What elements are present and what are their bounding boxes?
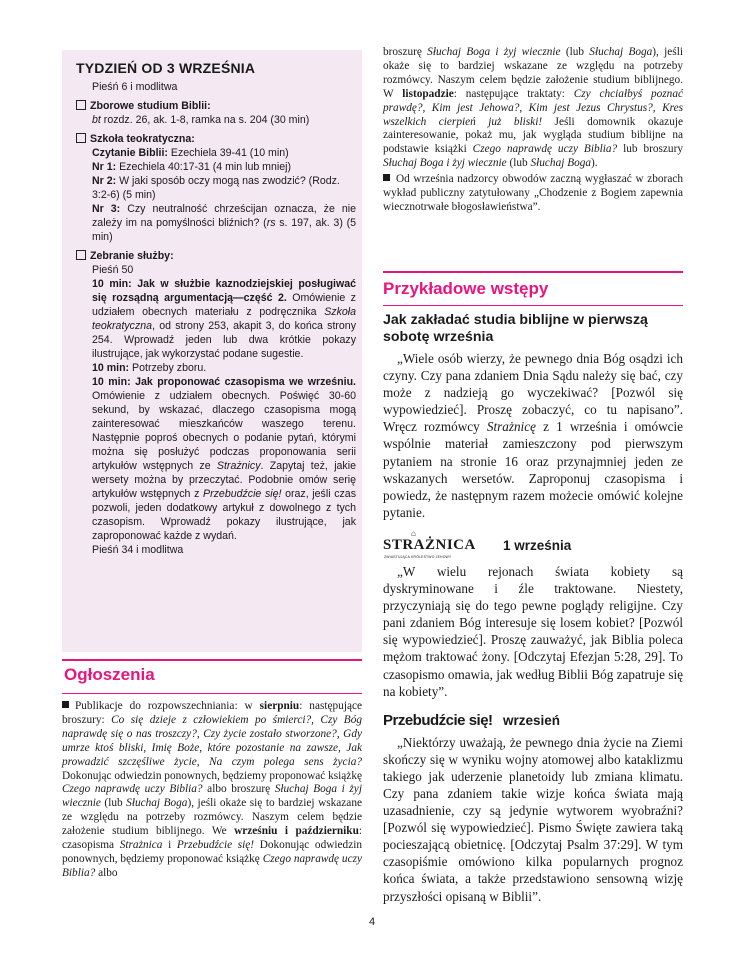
- service-part-3: 10 min: Jak proponować czasopisma we wrześniu. Omówienie z udziałem obecnych. Poświęć 30-60 sekund, by wskazać, dlaczego czasopisma mogą zainteresować mieszkańców waszego terenu. Następnie poproś obecnych o podanie pytań, którymi można się posłużyć podczas proponowania serii artykułów wstępnych ze Strażnicy. Zapytaj też, jakie wersety można by przeczytać. Podobnie omów serię artykułów wstępnych z Przebudźcie się! oraz, jeśli czas pozwoli, jeden dodatkowy artykuł z dowolnego z tych czasopism. Wprowadź pokazy ilustrujące, jak zaproponować każde z wydań.: [92, 376, 356, 542]
- watchtower-logo: STRAŻNICA: [383, 536, 476, 553]
- cong-study-text: bt rozdz. 26, ak. 1-8, ramka na s. 204 (30 min): [92, 114, 310, 126]
- checkbox-icon: [76, 250, 86, 260]
- checkbox-icon: [76, 100, 86, 110]
- watchtower-issue: 1 września: [503, 537, 572, 553]
- watchtower-tagline: ZWIASTUJĄCA KRÓLESTWO JEHOWY: [384, 554, 452, 559]
- presentations-section: [383, 271, 683, 905]
- checkbox-icon: [76, 133, 86, 143]
- divider: [62, 693, 362, 694]
- talk-2: Nr 2: W jaki sposób oczy mogą nas zwodzić? (Rodz. 3:2-6) (5 min): [92, 175, 340, 201]
- divider: [62, 659, 362, 661]
- talk-3: Nr 3: Czy neutralność chrześcijan oznacza, że nie zależy im na pomyślności bliźnich? (rs s. 197, ak. 3) (5 min): [92, 203, 356, 243]
- schedule-box: [62, 50, 362, 652]
- service-song: Pieśń 50: [92, 264, 134, 276]
- awake-issue: wrzesień: [503, 712, 561, 728]
- study-presentation: „Wiele osób wierzy, że pewnego dnia Bóg osądzi ich czyny. Czy pana zdaniem Dnia Sądu należy się bać, czy może z nadzieją go wyczekiwać? [Pozwól się wypowiedzieć]. Proszę zobaczyć, co tu napisano”. Wręcz rozmówcy Strażnicę z 1 września i omówcie wspólnie materiał zamieszczony pod pierwszym pytaniem na stronie 16 oraz przynajmniej jeden ze wskazanych wersetów. Zaproponuj czasopisma i powiedz, że następnym razem możecie omówić kolejne pytanie.: [383, 351, 683, 520]
- cong-study-heading: Zborowe studium Biblii:: [76, 99, 356, 113]
- announcements-section: [62, 659, 362, 881]
- presentations-heading: Przykładowe wstępy: [383, 279, 549, 298]
- bullet-icon: [62, 701, 69, 708]
- divider: [383, 271, 683, 273]
- opening-song: Pieśń 6 i modlitwa: [92, 81, 178, 93]
- week-title: TYDZIEŃ OD 3 WRZEŚNIA: [76, 60, 256, 76]
- tower-icon: ⌂: [411, 528, 416, 538]
- awake-offer-heading: [383, 712, 683, 734]
- awake-presentation: „Niektórzy uważają, że pewnego dnia życie na Ziemi skończy się w wyniku wojny atomowej albo kataklizmu takiego jak uderzenie planetoidy lub zmiana klimatu. Czy pana zdaniem takie wizje końca świata mają uzasadnienie, czy są jedynie wytworem wyobraźni? [Pozwól się wypowiedzieć]. Pismo Święte zawiera taką pocieszającą obietnicę. [Odczytaj Psalm 37:29]. W tym czasopiśmie omówiono kilka popularnych prognoz końca świata, a także przedstawiono sensowną wizję przyszłości opisaną w Biblii”.: [383, 734, 683, 904]
- bible-reading: Czytanie Biblii: Ezechiela 39-41 (10 min): [92, 147, 289, 159]
- study-heading: Jak zakładać studia biblijne w pierwszą sobotę września: [383, 312, 648, 345]
- divider: [383, 305, 683, 306]
- service-part-1: 10 min: Jak w służbie kaznodziejskiej posługiwać się rozsądną argumentacją—część 2. Omówienie z udziałem obecnych materiału z podręcznika Szkoła teokratyczna, od strony 253, akapit 3, do końca strony 254. Wprowadź jeden lub dwa krótkie pokazy ilustrujące, jak wykorzystać podane sugestie.: [92, 278, 357, 360]
- school-heading: Szkoła teokratyczna:: [76, 132, 356, 146]
- awake-logo: Przebudźcie się!: [383, 711, 493, 729]
- announcements-heading: Ogłoszenia: [64, 665, 155, 684]
- closing-song: Pieśń 34 i modlitwa: [92, 544, 184, 556]
- page-number: 4: [369, 916, 376, 928]
- watchtower-offer-heading: [383, 528, 683, 563]
- announcement-2: Od września nadzorcy obwodów zaczną wygłaszać w zborach wykład publiczny zatytułowany „Chodzenie z Bogiem zapewnia wiecznotrwałe błogosławieństwa”.: [383, 173, 683, 213]
- announcement-1: Publikacje do rozpowszechniania: w sierpniu: następujące broszury: Co się dzieje z człowiekiem po śmierci?, Czy Bóg naprawdę się o nas troszczy?, Czy życie zostało stworzone?, Gdy umrze ktoś bliski, Imię Boże, które pozostanie na zawsze, Jak prowadzić szczęśliwe życie, Na czym polega sens życia? Dokonując odwiedzin ponownych, będziemy proponować książkę Czego naprawdę uczy Biblia? albo broszurę Słuchaj Boga i żyj wiecznie (lub Słuchaj Boga), jeśli okaże się to bardziej wskazane ze względu na potrzeby rozmówcy. Naszym celem będzie założenie studium biblijnego. We wrześniu i październiku: czasopisma Strażnica i Przebudźcie się! Dokonując odwiedzin ponownych, będziemy proponować książkę Czego naprawdę uczy Biblia? albo: [62, 700, 362, 879]
- talk-1: Nr 1: Ezechiela 40:17-31 (4 min lub mniej): [92, 161, 292, 173]
- service-heading: Zebranie służby:: [76, 249, 356, 263]
- watchtower-presentation: „W wielu rejonach świata kobiety są dyskryminowane i źle traktowane. Niestety, przyczyniają się do tego pewne poglądy religijne. Czy pani zdaniem Bóg interesuje się losem kobiet? [Pozwól się wypowiedzieć]. Proszę zauważyć, jak Biblia poleca mężom traktować żony. [Odczytaj Efezjan 5:28, 29]. To czasopismo omawia, jak według Biblii Bóg zapatruje się na kobiety”.: [383, 563, 683, 699]
- announcement-1-continued: broszurę Słuchaj Boga i żyj wiecznie (lub Słuchaj Boga), jeśli okaże się to bardziej wskazane ze względu na potrzeby rozmówcy. Naszym celem będzie założenie studium biblijnego. W listopadzie: następujące traktaty: Czy chciałbyś poznać prawdę?, Kim jest Jehowa?, Kim jest Jezus Chrystus?, Kres wszelkich cierpień już bliski! Jeśli domownik okazuje zainteresowanie, pokaż mu, jak wygląda studium biblijne na podstawie książki Czego naprawdę uczy Biblia? lub broszury Słuchaj Boga i żyj wiecznie (lub Słuchaj Boga).: [383, 46, 683, 170]
- service-part-2: 10 min: Potrzeby zboru.: [92, 362, 207, 374]
- announcements-continued: [383, 46, 683, 215]
- bullet-icon: [383, 174, 390, 181]
